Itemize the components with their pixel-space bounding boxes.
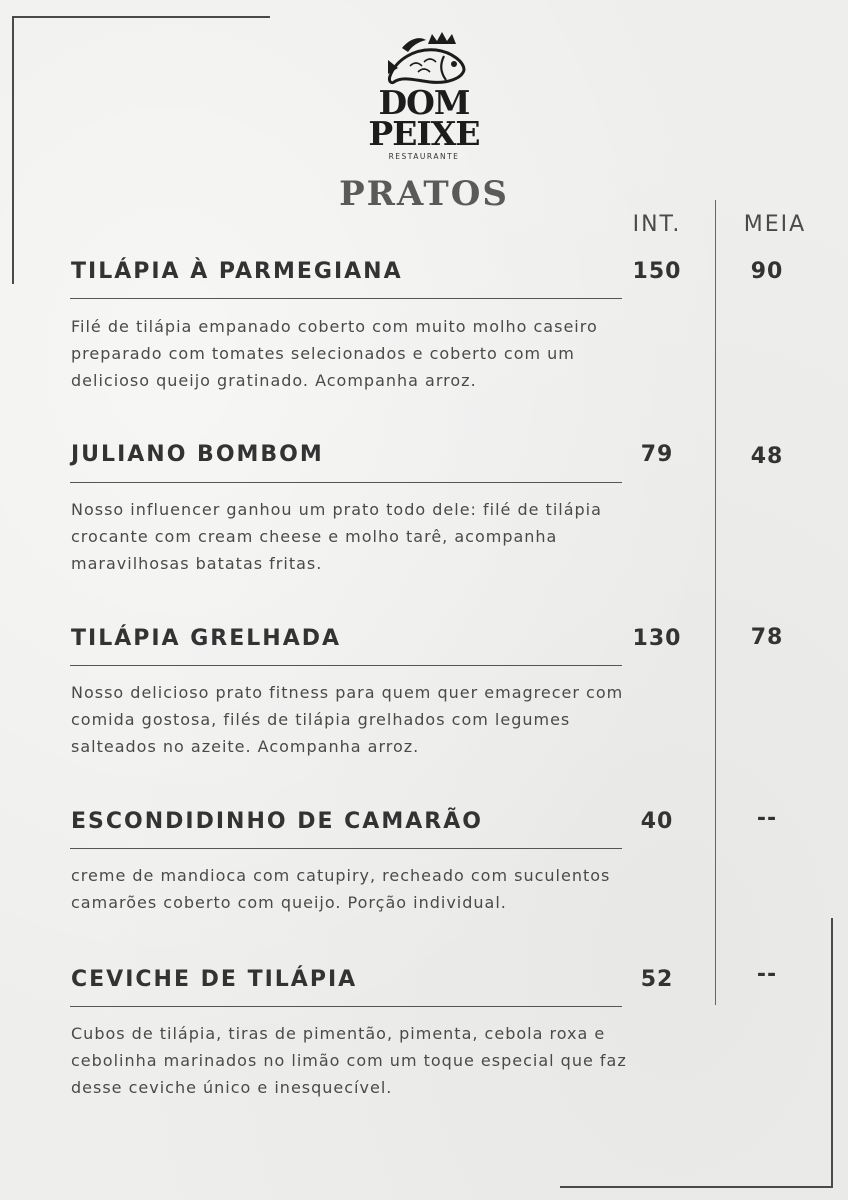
dish-price-int: 79 — [640, 442, 674, 467]
frame-corner-top-left-horizontal — [12, 16, 270, 18]
dish-price-int: 150 — [632, 259, 682, 284]
frame-corner-bottom-right-vertical — [831, 918, 833, 1188]
dish-description: Nosso delicioso prato fitness para quem quer emagrecer com comida gostosa, filés de tilápia grelhados com legumes salteados no azeite. Acompanha arroz. — [71, 683, 624, 756]
dish-description: Nosso influencer ganhou um prato todo dele: filé de tilápia crocante com cream cheese e molho tarê, acompanha maravilhosas batatas fritas. — [71, 500, 602, 573]
crowned-fish-icon — [384, 30, 468, 88]
column-header-meia: MEIA — [743, 212, 807, 237]
dish-divider — [70, 482, 622, 483]
dish-name: CEVICHE DE TILÁPIA — [71, 967, 358, 992]
dish-name: ESCONDIDINHO DE CAMARÃO — [71, 809, 483, 834]
dish-price-int: 40 — [640, 809, 674, 834]
dish-description: Filé de tilápia empanado coberto com muito molho caseiro preparado com tomates selecionados e coberto com um delicioso queijo gratinado. Acompanha arroz. — [71, 317, 598, 390]
dish-price-meia: -- — [756, 806, 778, 831]
dish-price-meia: 78 — [750, 625, 784, 650]
price-column-divider — [715, 200, 716, 1005]
brand-name-line1: DOM — [378, 83, 470, 122]
frame-corner-top-left-vertical — [12, 16, 14, 284]
dish-description: Cubos de tilápia, tiras de pimentão, pimenta, cebola roxa e cebolinha marinados no limão com um toque especial que faz desse ceviche único e inesquecível. — [71, 1024, 627, 1097]
frame-corner-bottom-right-horizontal — [560, 1186, 832, 1188]
dish-name: JULIANO BOMBOM — [71, 442, 324, 467]
dish-price-int: 52 — [640, 967, 674, 992]
dish-divider — [70, 848, 622, 849]
dish-name: TILÁPIA À PARMEGIANA — [71, 259, 403, 284]
dish-divider — [70, 1006, 622, 1007]
dish-name: TILÁPIA GRELHADA — [71, 626, 342, 651]
dish-description: creme de mandioca com catupiry, recheado com suculentos camarões coberto com queijo. Porção individual. — [71, 866, 611, 912]
column-header-int: INT. — [632, 212, 682, 237]
dish-price-meia: 48 — [750, 444, 784, 469]
brand-subtitle: RESTAURANTE — [388, 152, 460, 161]
dish-price-int: 130 — [632, 626, 682, 651]
section-title: PRATOS — [339, 174, 509, 214]
dish-price-meia: 90 — [750, 259, 784, 284]
dish-divider — [70, 298, 622, 299]
dish-price-meia: -- — [756, 962, 778, 987]
brand-name-line2: PEIXE — [368, 114, 480, 153]
dish-divider — [70, 665, 622, 666]
